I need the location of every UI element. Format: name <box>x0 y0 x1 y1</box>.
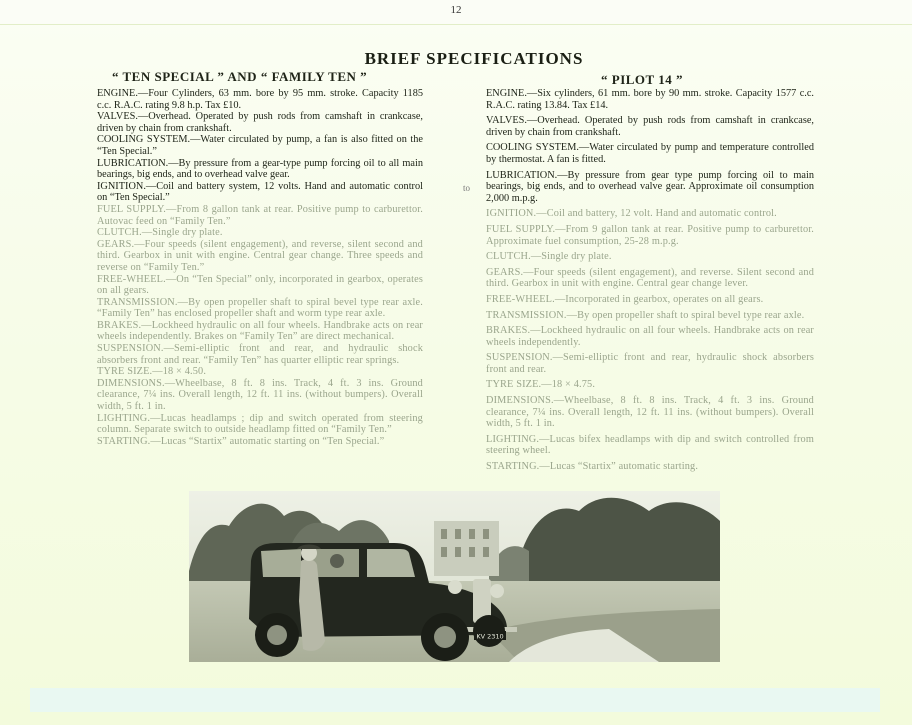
spec-label: DIMENSIONS. <box>486 395 554 407</box>
spec-label: SUSPENSION. <box>97 343 164 355</box>
spec-item <box>486 461 814 473</box>
spec-label: TYRE SIZE. <box>97 366 153 378</box>
spec-label: ENGINE. <box>97 88 138 99</box>
car-photo-illustration <box>189 491 720 662</box>
spec-label: GEARS. <box>97 238 135 250</box>
spec-text: —Four Cylinders, 63 mm. bore by 95 mm. stroke. Capacity 1185 c.c. R.A.C. rating 9.8 h.p. Tax £10. <box>97 88 423 111</box>
spec-item <box>486 395 814 430</box>
spec-text: —By open propeller shaft to spiral bevel type rear axle. “Family Ten” has enclosed propeller shaft and worm type rear axle. <box>97 296 423 320</box>
spec-item <box>486 224 814 247</box>
spec-text: —Lucas “Startix” automatic starting on “Ten Special.” <box>150 435 385 447</box>
spec-label: VALVES. <box>97 111 138 123</box>
spec-label: LIGHTING. <box>97 412 151 424</box>
spec-item <box>486 267 814 290</box>
spec-item <box>97 239 423 274</box>
spec-text: —By pressure from a gear-type pump forcing oil to all main bearings, big ends, and to overhead valve gear. <box>97 157 423 181</box>
spec-text: —Four speeds (silent engagement), and reverse. Silent second and third. Gearbox in unit with engine. Central gear change lever. <box>486 266 814 290</box>
spec-text: —From 9 gallon tank at rear. Positive pump to carburettor. Approximate fuel consumption, 25-28 m.p.g. <box>486 223 814 247</box>
spec-label: IGNITION. <box>97 180 146 192</box>
spec-text: —Wheelbase, 8 ft. 8 ins. Track, 4 ft. 3 ins. Ground clearance, 7¼ ins. Overall length, 12 ft. 11 ins. (without bumpers). Overall width, 5 ft. 1 in. <box>97 377 423 413</box>
spec-text: —Coil and battery system, 12 volts. Hand and automatic control on “Ten Special.” <box>97 180 423 204</box>
spec-label: BRAKES. <box>486 325 531 337</box>
spec-item <box>486 115 814 138</box>
spec-item <box>97 320 423 343</box>
spec-label: TYRE SIZE. <box>486 379 542 391</box>
spec-text: —Semi-elliptic front and rear, hydraulic shock absorbers front and rear. <box>486 352 814 375</box>
left-column-heading: “ TEN SPECIAL ” AND “ FAMILY TEN ” <box>112 69 368 84</box>
spec-item <box>486 170 814 205</box>
spec-text: —Overhead. Operated by push rods from camshaft in crankcase, driven by chain from crankshaft. <box>486 115 814 138</box>
spec-text: —By open propeller shaft to spiral bevel type rear axle. <box>566 309 805 321</box>
spec-item <box>97 343 423 366</box>
spec-text: —Four speeds (silent engagement), and reverse, silent second and third. Gearbox in unit with engine. Central gear change. Three speeds and reverse on “Family Ten.” <box>97 238 423 273</box>
spec-label: STARTING. <box>486 461 540 473</box>
spec-label: FUEL SUPPLY. <box>97 203 167 215</box>
spec-text: —Water circulated by pump, a fan is also fitted on the “Ten Special.” <box>97 134 423 157</box>
spec-label: COOLING SYSTEM. <box>486 142 579 154</box>
spec-label: TRANSMISSION. <box>97 296 178 308</box>
spec-text: —Overhead. Operated by push rods from camshaft in crankcase, driven by chain from crankshaft. <box>97 111 423 134</box>
spec-label: CLUTCH. <box>486 251 531 263</box>
spec-label: FREE-WHEEL. <box>97 273 166 285</box>
spec-label: COOLING SYSTEM. <box>97 134 191 146</box>
spec-text: —Lucas “Startix” automatic starting. <box>539 461 699 473</box>
spec-text: —18 × 4.50. <box>152 366 207 378</box>
spec-item <box>486 325 814 348</box>
spec-item <box>97 158 423 181</box>
spec-text: —Single dry plate. <box>530 251 612 263</box>
spec-text: —From 8 gallon tank at rear. Positive pump to carburettor. Autovac feed on “Family Ten.” <box>97 203 423 227</box>
spec-item <box>486 88 814 111</box>
spec-text: —Lucas bifex headlamps with dip and switch controlled from steering wheel. <box>486 433 814 457</box>
spec-item <box>486 208 814 220</box>
spec-item <box>97 204 423 227</box>
spec-label: IGNITION. <box>486 208 537 220</box>
spec-label: LIGHTING. <box>486 433 540 445</box>
spec-label: FREE-WHEEL. <box>486 293 555 305</box>
spec-item <box>486 434 814 457</box>
spec-text: —By pressure from gear type pump forcing oil to main bearings, big ends, and to overhead valve gear. Approximate oil consumption 2,000 m.p.g. <box>486 169 814 204</box>
spec-item <box>97 366 423 378</box>
spec-text: —Coil and battery, 12 volt. Hand and automatic control. <box>536 208 777 220</box>
left-spec-column <box>97 88 423 447</box>
spec-label: GEARS. <box>486 266 524 278</box>
spec-item <box>97 227 423 239</box>
spec-item <box>486 142 814 165</box>
stray-mark: to <box>463 183 471 193</box>
spec-item <box>486 251 814 263</box>
spec-text: —Single dry plate. <box>141 227 223 239</box>
spec-item <box>486 352 814 375</box>
right-spec-column <box>486 88 814 473</box>
number-plate-text: KV 2310 <box>476 632 504 641</box>
page-title: BRIEF SPECIFICATIONS <box>364 49 584 68</box>
spec-item <box>97 297 423 320</box>
spec-label: CLUTCH. <box>97 227 142 239</box>
spec-item <box>97 134 423 157</box>
spec-label: DIMENSIONS. <box>97 377 165 389</box>
spec-item <box>97 413 423 436</box>
spec-text: —Semi-elliptic front and rear, and hydraulic shock absorbers front and rear. “Family Ten” has quarter elliptic rear springs. <box>97 343 423 366</box>
bottom-band <box>30 688 880 712</box>
car-photograph <box>189 491 720 662</box>
spec-text: —Water circulated by pump and temperature controlled by thermostat. A fan is fitted. <box>486 142 814 165</box>
spec-item <box>97 274 423 297</box>
spec-label: STARTING. <box>97 435 151 447</box>
spec-item <box>97 378 423 413</box>
spec-text: —Wheelbase, 8 ft. 8 ins. Track, 4 ft. 3 ins. Ground clearance, 7¼ ins. Overall length, 12 ft. 11 ins. (without bumpers). Overall width, 5 ft. 1 in. <box>486 395 814 430</box>
spec-label: LUBRICATION. <box>97 157 169 169</box>
spec-text: —Six cylinders, 61 mm. bore by 90 mm. stroke. Capacity 1577 c.c. R.A.C. rating 13.84. Tax £14. <box>486 88 814 111</box>
spec-text: —18 × 4.75. <box>541 379 596 391</box>
spec-label: LUBRICATION. <box>486 169 558 181</box>
spec-label: BRAKES. <box>97 319 142 331</box>
spec-label: FUEL SUPPLY. <box>486 223 556 235</box>
spec-item <box>97 111 423 134</box>
spec-label: SUSPENSION. <box>486 352 553 364</box>
spec-text: —Incorporated in gearbox, operates on all gears. <box>554 293 764 305</box>
spec-label: TRANSMISSION. <box>486 309 567 321</box>
spec-label: ENGINE. <box>486 88 527 99</box>
right-column-heading: “ PILOT 14 ” <box>601 72 683 87</box>
spec-item <box>97 88 423 111</box>
spec-item <box>486 310 814 322</box>
spec-text: —Lucas headlamps ; dip and switch operated from steering column. Separate switch to outside headlamp fitted on “Family Ten.” <box>97 412 423 436</box>
spec-text: —Lockheed hydraulic on all four wheels. Handbrake acts on rear wheels independently. <box>486 325 814 348</box>
page-number: 12 <box>450 4 462 16</box>
spec-item <box>486 294 814 306</box>
spec-item <box>97 181 423 204</box>
spec-item <box>486 379 814 391</box>
spec-text: —On “Ten Special” only, incorporated in gearbox, operates on all gears. <box>97 273 423 297</box>
spec-label: VALVES. <box>486 115 527 127</box>
spec-text: —Lockheed hydraulic on all four wheels. Handbrake acts on rear wheels independently. Brakes on “Family Ten” are direct mechanical. <box>97 319 423 343</box>
spec-item <box>97 436 423 448</box>
